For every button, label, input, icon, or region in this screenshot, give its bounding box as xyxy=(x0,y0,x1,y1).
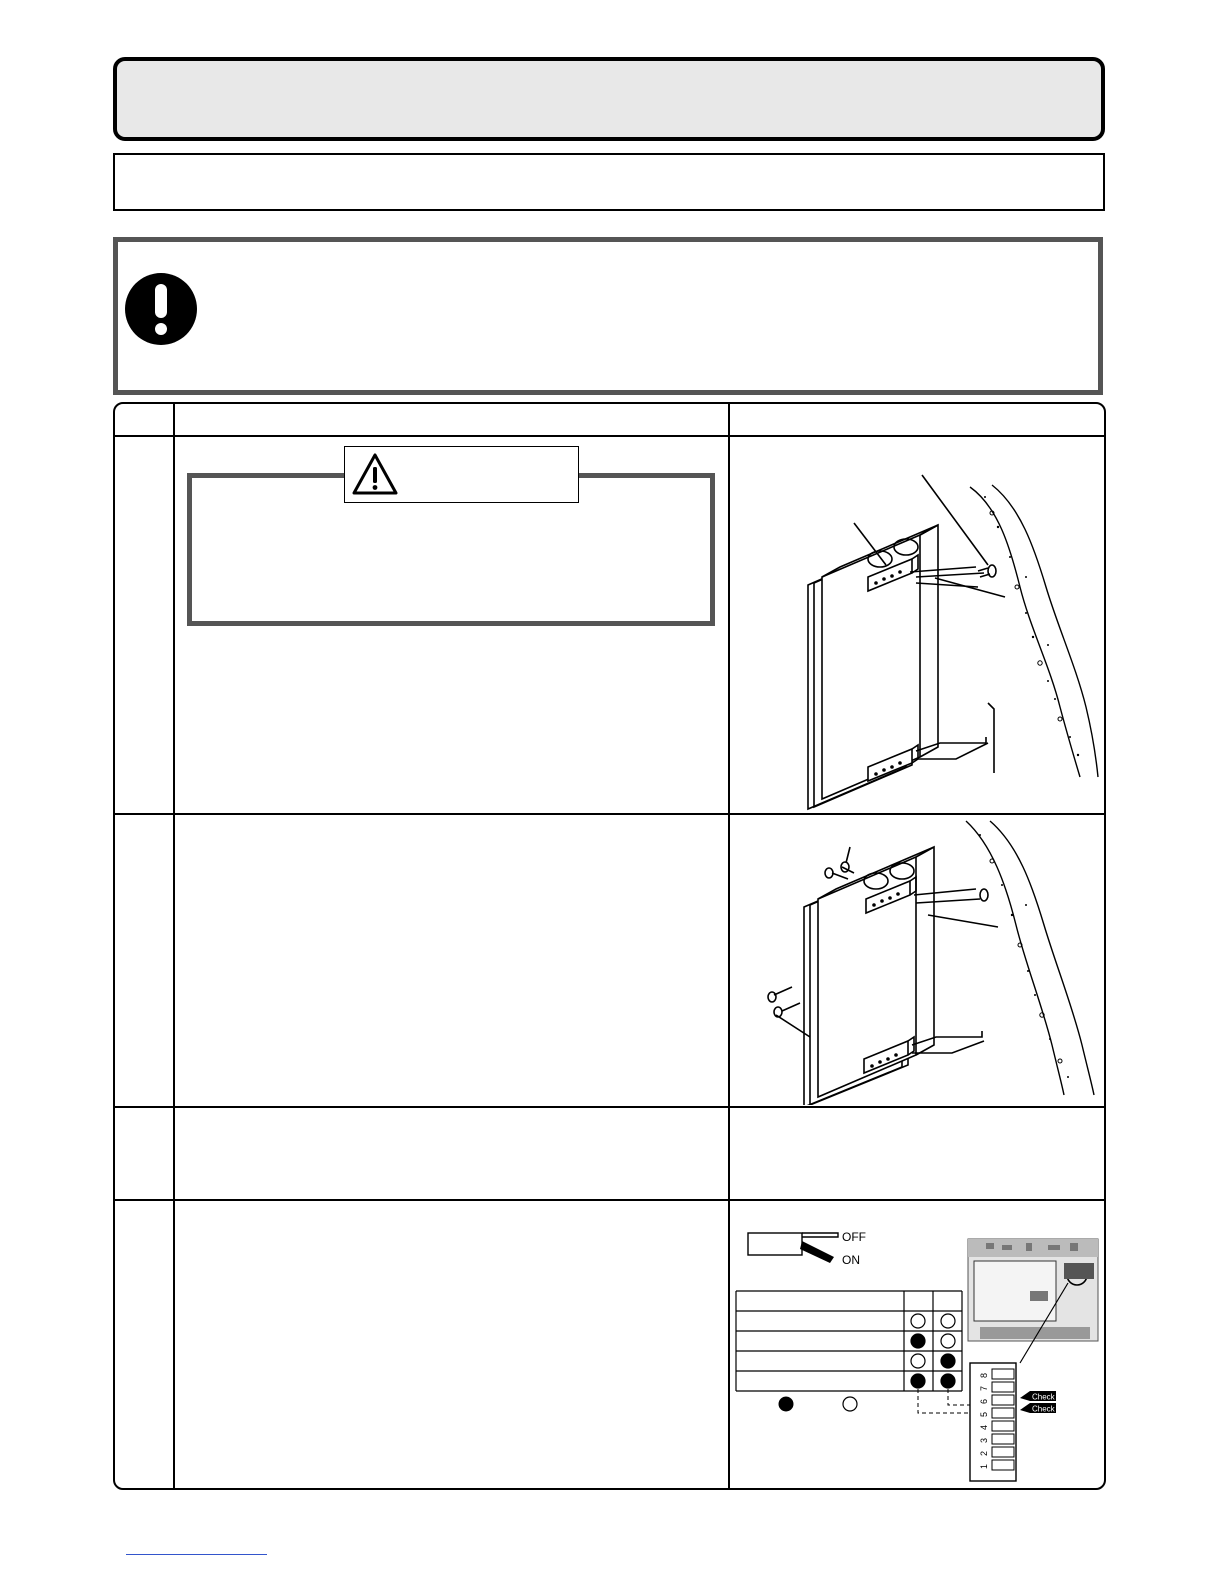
pcb-photo xyxy=(968,1239,1098,1341)
setting-dot-off xyxy=(911,1314,925,1328)
important-notice xyxy=(113,237,1103,395)
unit-mounting-illustration-2 xyxy=(730,815,1104,1105)
exclamation-icon xyxy=(124,272,198,346)
row-3-description xyxy=(185,1116,715,1192)
legend-on-dot xyxy=(779,1397,793,1411)
dip-switch-number: 2 xyxy=(979,1450,989,1456)
setting-dot-on xyxy=(941,1354,955,1368)
dip-switch-block xyxy=(970,1363,1016,1481)
dip-switch-number: 5 xyxy=(979,1411,989,1417)
row-4-step xyxy=(118,1205,170,1229)
dip-switch-lever xyxy=(992,1408,1014,1418)
row-3-step xyxy=(118,1112,170,1136)
dip-switch-lever xyxy=(992,1369,1014,1379)
dip-switch-number: 7 xyxy=(979,1385,989,1391)
check-label-5: Check xyxy=(1032,1404,1055,1414)
setting-dot-on xyxy=(941,1374,955,1388)
dip-switch-number: 4 xyxy=(979,1424,989,1430)
settings-table xyxy=(736,1291,962,1391)
row-2-description xyxy=(185,824,715,1094)
dip-switch-lever xyxy=(992,1395,1014,1405)
setting-dot-off xyxy=(941,1334,955,1348)
dip-switch-illustration xyxy=(730,1201,1104,1487)
page-subtitle-box xyxy=(113,153,1105,211)
setting-dot-off xyxy=(911,1354,925,1368)
row-1-description xyxy=(185,640,715,800)
row-divider xyxy=(114,1106,1105,1108)
setting-dot-on xyxy=(911,1374,925,1388)
check-markers xyxy=(1020,1391,1056,1414)
dip-switch-lever xyxy=(992,1434,1014,1444)
dip-switch-number: 3 xyxy=(979,1437,989,1443)
header-procedure xyxy=(180,408,720,432)
on-label: ON xyxy=(842,1253,860,1267)
legend-off-dot xyxy=(843,1397,857,1411)
dip-switch-lever xyxy=(992,1382,1014,1392)
dip-switch-lever xyxy=(992,1460,1014,1470)
footer-link-underline xyxy=(126,1554,267,1555)
dip-switch-number: 1 xyxy=(979,1463,989,1469)
unit-mounting-illustration-1 xyxy=(730,437,1104,812)
header-illustration xyxy=(735,408,1095,432)
dip-switch-number: 6 xyxy=(979,1398,989,1404)
caution-label xyxy=(344,446,579,503)
check-label-6: Check xyxy=(1032,1392,1055,1402)
setting-dot-off xyxy=(941,1314,955,1328)
column-divider xyxy=(173,403,175,1489)
header-step xyxy=(118,408,170,432)
off-label: OFF xyxy=(842,1230,866,1244)
row-1-step xyxy=(118,442,170,466)
dip-switch-lever xyxy=(992,1421,1014,1431)
row-4-description xyxy=(185,1210,715,1480)
page-title-box xyxy=(113,57,1105,141)
dip-switch-number: 8 xyxy=(979,1372,989,1378)
warning-triangle-icon xyxy=(351,452,399,496)
dip-switch-lever xyxy=(992,1447,1014,1457)
setting-dot-on xyxy=(911,1334,925,1348)
switch-position-legend xyxy=(748,1230,866,1267)
row-2-step xyxy=(118,820,170,844)
